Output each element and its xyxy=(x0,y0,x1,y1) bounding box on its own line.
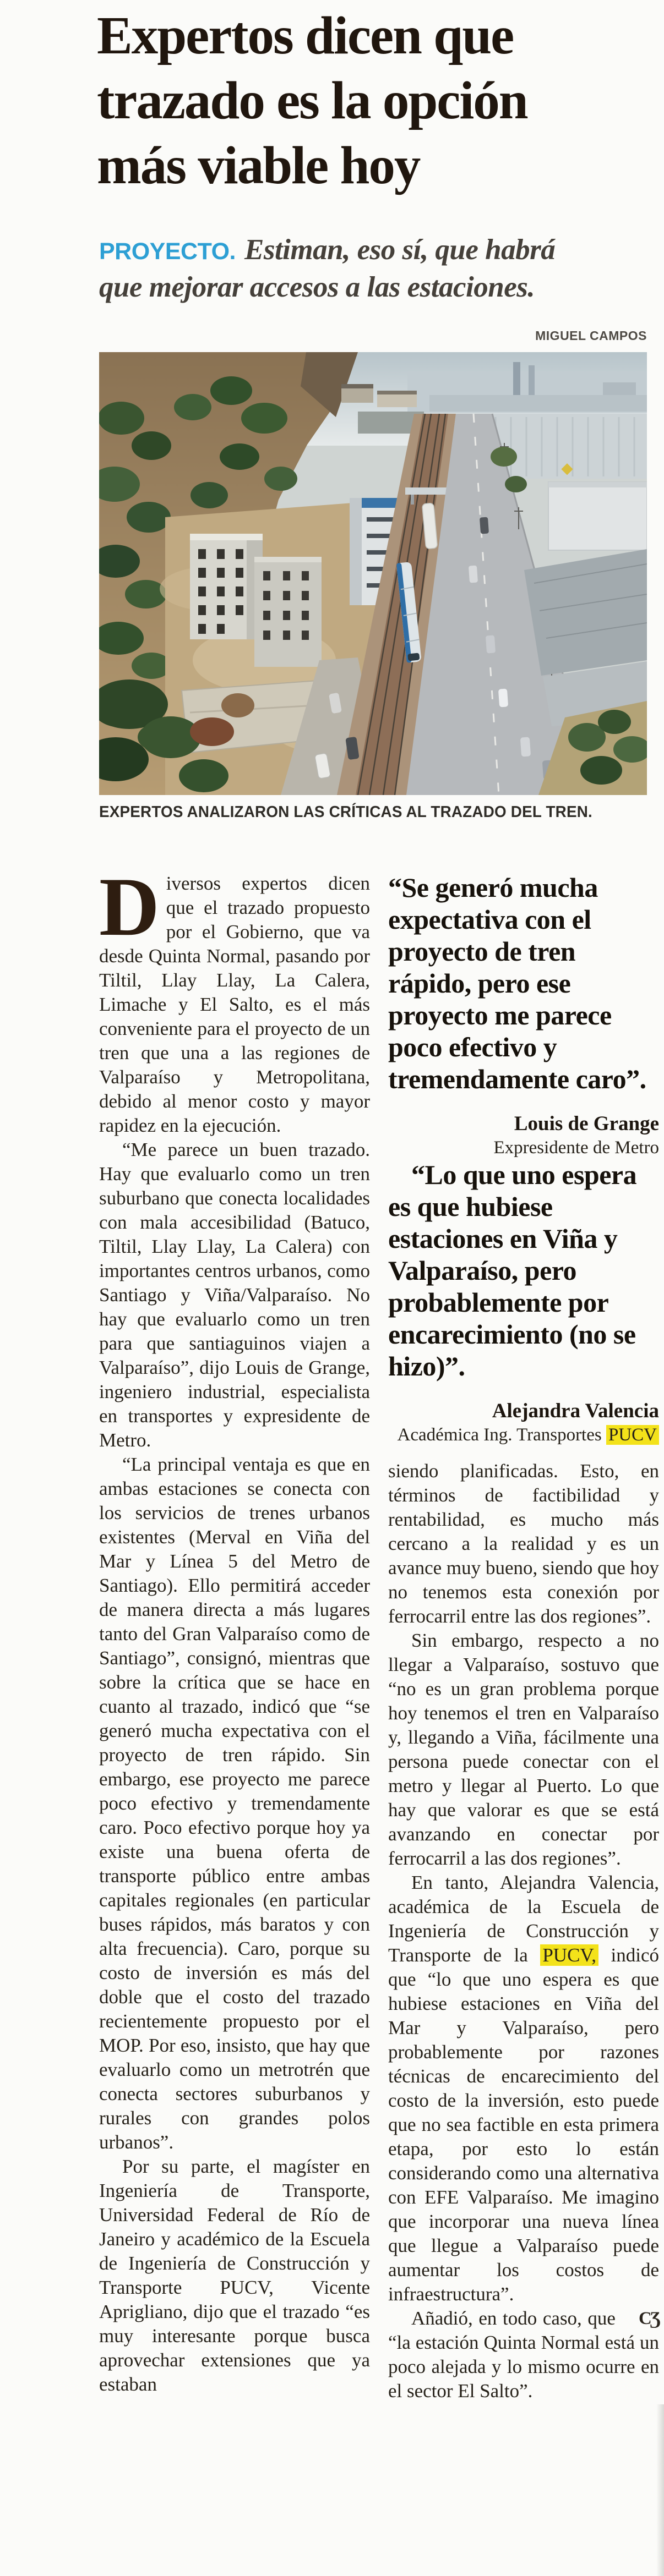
headline-line-1: Expertos dicen que xyxy=(97,6,514,65)
attribution-name: Alejandra Valencia xyxy=(492,1400,659,1422)
body-paragraph: Por su parte, el magíster en Ingeniería de Transporte, Universidad Federal de Río de Janeiro y académico de la Escuela de Ingeniería de Construcción y Transporte PUCV, Vicente Aprigliano, dijo que el trazado “es muy interesante porque busca aprovechar extensiones que ya estaban xyxy=(99,2156,370,2395)
dek-line-2: que mejorar accesos a las estaciones. xyxy=(99,271,535,303)
dek-row xyxy=(99,233,656,266)
pucv-highlight: PUCV xyxy=(606,1425,659,1445)
role-text: Académica Ing. Transportes xyxy=(397,1425,602,1445)
article-headline xyxy=(97,3,656,198)
pucv-highlight: PUCV, xyxy=(540,1944,598,1966)
paragraph-text: Añadió, en todo caso, que “la estación Quinta Normal está un poco alejada y lo mismo ocurre en el sector El Salto”. xyxy=(388,2308,659,2402)
quote-2-attribution xyxy=(388,1399,659,1446)
pull-quote-1: “Se generó mucha expectativa con el proyecto de tren rápido, pero ese proyecto me parece poco efectivo y tremendamente caro”. xyxy=(388,872,646,1094)
body-paragraph xyxy=(388,2306,659,2403)
right-column xyxy=(388,872,659,2403)
body-paragraph xyxy=(388,1871,659,2306)
headline-line-3: más viable hoy xyxy=(97,136,420,195)
section-kicker: PROYECTO. xyxy=(99,238,236,265)
paragraph-text: En tanto, Alejandra Valencia, académica de la Escuela de Ingeniería de Construcción y Transporte de la xyxy=(388,1872,659,1966)
aerial-train-photo xyxy=(99,352,647,795)
headline-line-2: trazado es la opción xyxy=(97,71,527,130)
paragraph-text: iversos expertos dicen que el trazado propuesto por el Gobierno, que va desde Quinta Normal, pasando por Tiltil, Llay Llay, La Calera, Limache y El Salto, es el más conveniente para el proyecto de un tren que una a las regiones de Valparaíso y Metropolitana, debido al menor costo y mayor rapidez en la ejecución. xyxy=(99,873,370,1136)
body-paragraph: siendo planificadas. Esto, en términos de factibilidad y rentabilidad, es mucho más cercano a la realidad y es un avance muy bueno, siendo que hoy no tenemos esta conexión por ferrocarril entre las dos regiones”. xyxy=(388,1460,659,1627)
end-of-article-mark: CƷ xyxy=(638,2309,659,2328)
attribution-name: Louis de Grange xyxy=(514,1112,659,1135)
dek-line-1: Estiman, eso sí, que habrá xyxy=(244,234,556,266)
photo-caption: EXPERTOS ANALIZARON LAS CRÍTICAS AL TRAZADO DEL TREN. xyxy=(99,803,592,821)
article-photo xyxy=(99,352,647,795)
quote-1-attribution xyxy=(388,1111,659,1159)
body-paragraph: Sin embargo, respecto a no llegar a Valparaíso, sostuvo que “no es un gran problema porque hoy tenemos el tren en Valparaíso y, llegando a Viña, fácilmente una persona puede conectar con el metro y llegar al Puerto. Lo que hay que valorar es que se está avanzando en conectar por ferrocarril a las dos regiones”. xyxy=(388,1630,659,1869)
body-paragraph: “Me parece un buen trazado. Hay que evaluarlo como un tren suburbano que conecta localidades con mala accesibilidad (Batuco, Tiltil, Llay Llay, La Calera) con importantes centros urbanos, como Santiago y Viña/Valparaíso. No hay que evaluarlo como un tren para que santiaguinos viajen a Valparaíso”, dijo Louis de Grange, ingeniero industrial, especialista en transportes y expresidente de Metro. xyxy=(99,1139,370,1451)
drop-cap: D xyxy=(99,861,160,953)
attribution-role xyxy=(388,1424,659,1446)
scan-artifact xyxy=(656,2404,664,2576)
article-body xyxy=(99,861,659,2403)
photo-credit: MIGUEL CAMPOS xyxy=(535,328,647,343)
body-paragraph: “La principal ventaja es que en ambas estaciones se conecta con los servicios de trenes urbanos existentes (Merval en Viña del Mar y Línea 5 del Metro de Santiago). Ello permitirá acceder de manera directa a más lugares tanto del Gran Valparaíso como de Santiago”, consignó, mientras que sobre la crítica que se hace en cuanto al trazado, indicó que “se generó mucha expectativa con el proyecto de tren rápido. Sin embargo, ese proyecto me parece poco efectivo y tremendamente caro. Poco efectivo porque hoy ya existe una buena oferta de transporte público entre ambas capitales regionales (en particular buses rápidos, más baratos y con alta frecuencia). Caro, porque su costo de inversión es más del doble que el costo del trazado recientemente propuesto por el MOP. Por eso, insisto, que hay que evaluarlo como un metrotrén que conecta sectores suburbanos y rurales con grandes polos urbanos”. xyxy=(99,1454,370,2153)
body-paragraph xyxy=(99,861,370,1138)
pull-quote-2: “Lo que uno espera es que hubiese estaciones en Viña y Valparaíso, pero probablemente por encarecimiento (no se hizo)”. xyxy=(388,1159,637,1382)
attribution-role: Expresidente de Metro xyxy=(493,1138,659,1158)
right-column-body xyxy=(388,1459,659,2403)
left-column xyxy=(99,861,370,2403)
paragraph-text: indicó que “lo que uno espera es que hubiese estaciones en Viña del Mar y Valparaíso, pero probablemente por razones técnicas de encarecimiento del costo de la inversión, esto puede que no sea factible en esta primera etapa, por esto lo están considerando como una alternativa con EFE Valparaíso. Me imagino que incorporar una nueva línea que llegue a Valparaíso puede aumentar los costos de infraestructura”. xyxy=(388,1944,659,2305)
